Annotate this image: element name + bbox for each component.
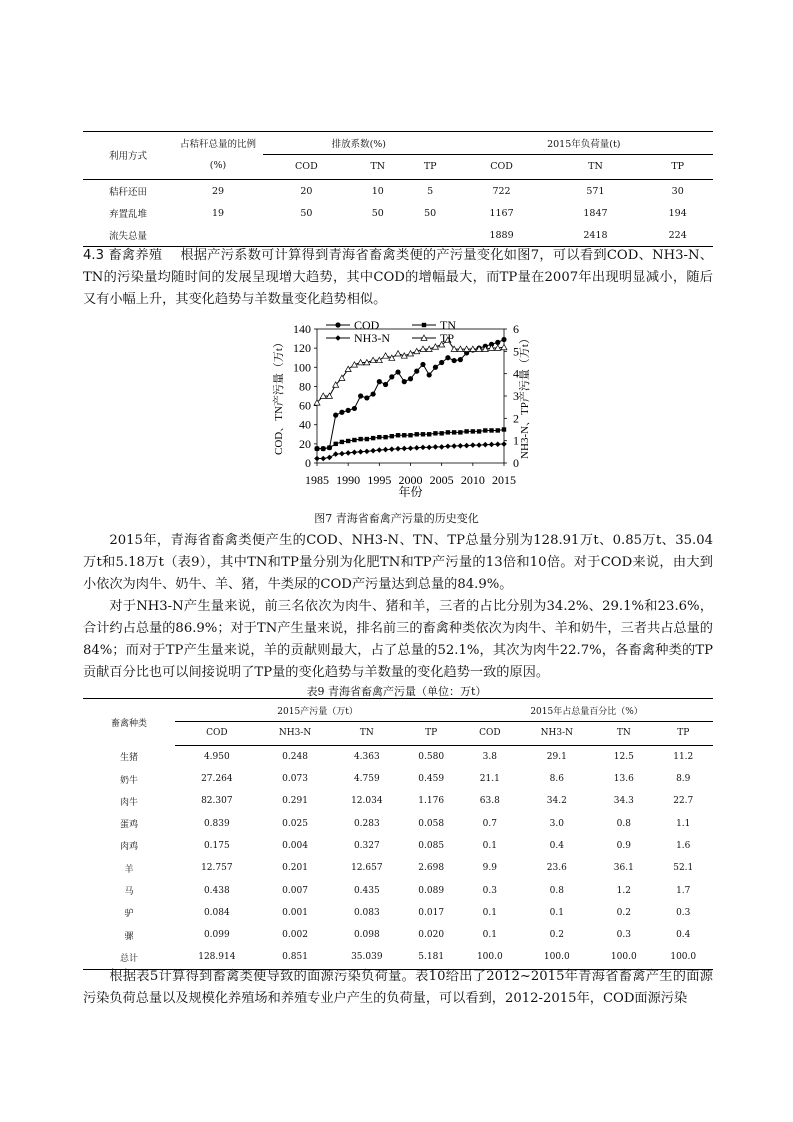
data-point-cod	[352, 406, 357, 411]
body-paragraphs	[83, 530, 713, 684]
data-point-tn	[358, 437, 362, 441]
header-load: 2015年负荷量(t)	[455, 132, 713, 155]
x-tick-label: 2010	[460, 473, 485, 487]
table-cell: 0.073	[282, 774, 308, 785]
table-cell: 1.1	[676, 818, 691, 829]
x-tick-label: 1990	[336, 473, 361, 487]
pollution-line-chart	[262, 317, 532, 502]
data-point-nh3-n	[495, 441, 501, 447]
table-cell: 11.2	[673, 751, 694, 762]
y-left-tick-label: 0	[305, 456, 311, 470]
paragraph: 2015年，青海省畜禽类便产生的COD、NH3-N、TN、TP总量分别为128.91万t、0.85万t、35.04万t和5.18万t（表9），其中TN和TP量分别为化肥TN和TP产污量的13倍和10倍。对于COD来说，由大到小依次为肉牛、奶牛、羊、猪，牛类尿的COD产污量达到总量的84.9%。	[83, 533, 713, 592]
table-cell: 0.7	[482, 818, 497, 829]
legend-marker	[422, 323, 426, 327]
table-cell: 571	[586, 185, 605, 197]
table-cell: 肉牛	[119, 797, 138, 808]
table-row	[83, 812, 713, 834]
table-cell: 36.1	[613, 863, 634, 874]
table-cell	[263, 224, 350, 247]
table-cell	[406, 224, 455, 247]
data-point-nh3-n	[483, 442, 489, 448]
table-cell: 12.5	[613, 751, 634, 762]
data-point-cod	[383, 382, 388, 387]
table-row	[83, 202, 713, 224]
table-cell: 50	[371, 207, 384, 219]
data-point-cod	[452, 358, 457, 363]
table-cell: 马	[124, 887, 134, 898]
table-cell: 0.3	[676, 907, 691, 918]
legend-label: TP	[440, 331, 455, 345]
y-left-tick-label: 100	[293, 360, 311, 375]
table-cell: 0.248	[282, 751, 308, 762]
data-point-nh3-n	[451, 443, 457, 449]
header-ratio: 占秸秆总量的比例	[173, 132, 263, 155]
data-point-tn	[365, 437, 369, 441]
data-point-cod	[395, 369, 400, 374]
table-cell: 0.083	[353, 907, 380, 918]
table-row	[83, 902, 713, 924]
table-cell: 0.099	[203, 930, 230, 941]
table-cell: 8.9	[676, 774, 691, 785]
data-point-tp	[501, 344, 507, 349]
table-cell: 12.034	[351, 796, 383, 807]
straw-table	[83, 131, 713, 247]
table-cell: 722	[492, 185, 511, 197]
y-left-tick-label: 140	[293, 322, 311, 336]
table-row	[83, 768, 713, 790]
header-col: TP	[402, 722, 460, 745]
data-point-tn	[390, 434, 394, 438]
paragraph: 对于NH3-N产生量来说，前三名依次为肉牛、猪和羊，三者的占比分别为34.2%、29.1%和23.6%，合计约占总量的86.9%；对于TN产生量来说，排名前三的畜禽种类依次为肉牛、羊和奶牛，三者共占总量的84%；而对于TP产生量来说，羊的贡献则最大，占了总量的52.1%，其次为肉牛22.7%，各畜禽种类的TP贡献百分比也可以间接说明了TP量的变化趋势与羊数量的变化趋势一致的原因。	[83, 599, 713, 680]
data-point-cod	[420, 362, 425, 367]
table-cell: 0.283	[353, 818, 380, 829]
data-point-cod	[339, 410, 344, 415]
data-point-nh3-n	[327, 455, 333, 461]
data-point-cod	[445, 355, 450, 360]
y-right-tick-label: 6	[513, 322, 519, 336]
table-cell: 0.007	[282, 885, 308, 896]
table-cell: 20	[300, 185, 313, 197]
table-cell: 10	[371, 185, 384, 197]
table-cell: 50	[300, 207, 313, 219]
data-point-nh3-n	[464, 443, 470, 449]
table-cell: 0.004	[282, 840, 308, 851]
table-cell: 0.2	[616, 907, 631, 918]
header-ratio-unit: (%)	[209, 160, 227, 172]
table-cell: 0.3	[616, 930, 631, 941]
table-cell: 5.181	[402, 946, 460, 969]
legend-marker	[335, 322, 340, 327]
data-point-tn	[408, 433, 412, 437]
data-point-nh3-n	[358, 449, 364, 455]
header-group1: 2015产污量（万t）	[175, 699, 460, 722]
table-cell: 8.6	[549, 774, 564, 785]
data-point-nh3-n	[339, 451, 345, 457]
table-cell: 2418	[549, 224, 643, 247]
data-point-nh3-n	[445, 443, 451, 449]
table-cell: 50	[424, 207, 437, 219]
data-point-nh3-n	[408, 445, 414, 451]
table-cell: 3.8	[482, 751, 497, 762]
table-cell: 0.3	[482, 885, 497, 896]
data-point-cod	[358, 393, 363, 398]
header-col: TP	[654, 722, 714, 745]
data-point-tp	[395, 351, 401, 356]
header-col: COD	[175, 722, 259, 745]
data-point-tn	[502, 427, 506, 431]
header-col: COD	[460, 722, 519, 745]
table-cell: 34.2	[546, 796, 567, 807]
table-cell: 9.9	[482, 863, 497, 874]
table-cell: 21.1	[479, 774, 500, 785]
table-cell: 0.002	[282, 930, 308, 941]
closing-paragraph	[83, 966, 713, 1010]
figure-caption: 图7 青海省畜禽产污量的历史变化	[314, 512, 479, 525]
table-cell: 0.580	[418, 751, 445, 762]
data-point-cod	[458, 357, 463, 362]
table-row	[83, 224, 713, 247]
data-point-cod	[377, 379, 382, 384]
data-point-nh3-n	[314, 456, 320, 462]
data-point-nh3-n	[470, 442, 476, 448]
data-point-nh3-n	[320, 456, 326, 462]
x-tick-label: 1985	[305, 473, 329, 487]
data-point-tn	[452, 430, 456, 434]
table-cell: 羊	[124, 864, 134, 875]
table-cell	[173, 224, 263, 247]
table-cell: 0.025	[282, 818, 308, 829]
header-col: NH3-N	[520, 722, 595, 745]
table-cell: 0.4	[549, 840, 564, 851]
data-point-tn	[471, 429, 475, 433]
header-emission: 排放系数(%)	[263, 132, 455, 155]
data-point-nh3-n	[489, 442, 495, 448]
table-cell: 63.8	[479, 796, 500, 807]
data-point-tn	[402, 433, 406, 437]
header-tn: TN	[370, 160, 386, 172]
data-point-nh3-n	[476, 442, 482, 448]
data-point-nh3-n	[401, 446, 407, 452]
y-right-tick-label: 4	[513, 366, 519, 381]
data-point-cod	[501, 337, 506, 342]
table-cell: 0.201	[282, 863, 308, 874]
data-point-tn	[377, 435, 381, 439]
data-point-tn	[352, 438, 356, 442]
table-cell: 22.7	[673, 796, 694, 807]
header-species: 畜禽种类	[83, 699, 175, 746]
table-cell: 100.0	[594, 946, 653, 969]
table-cell: 0.435	[353, 885, 380, 896]
section-text: 根据产污系数可计算得到青海省畜禽类便的产污量变化如图7，可以看到COD、NH3-N、TN的污染量均随时间的发展呈现增大趋势，其中COD的增幅最大，而TP量在2007年出现明显减小，随后又有小幅上升，其变化趋势与羊数量变化趋势相似。	[83, 248, 713, 307]
data-point-tn	[396, 433, 400, 437]
table-cell: 1.7	[676, 885, 691, 896]
data-point-tn	[334, 442, 338, 446]
data-point-nh3-n	[439, 444, 445, 450]
table-cell: 5	[427, 185, 434, 197]
data-point-tn	[446, 430, 450, 434]
y-left-axis-label: COD、TN产污量（万t）	[273, 337, 285, 455]
table-row	[83, 879, 713, 901]
data-point-nh3-n	[377, 447, 383, 453]
section-paragraph	[83, 245, 713, 311]
table-cell: 82.307	[201, 796, 233, 807]
header-group2: 2015年占总量百分比（%）	[460, 699, 713, 722]
data-point-cod	[495, 340, 500, 345]
table-cell: 0.291	[282, 796, 308, 807]
table-cell: 0.017	[418, 907, 445, 918]
table-cell: 流失总量	[83, 224, 173, 247]
table-cell: 12.757	[201, 863, 233, 874]
y-left-tick-label: 40	[299, 417, 311, 432]
data-point-nh3-n	[501, 441, 507, 447]
header-tn: TN	[588, 160, 603, 172]
y-left-tick-label: 60	[299, 398, 311, 413]
table-cell: 0.8	[549, 885, 564, 896]
table-cell: 224	[642, 224, 713, 247]
table-cell: 0.8	[616, 818, 631, 829]
table-cell: 13.6	[613, 774, 634, 785]
data-point-nh3-n	[333, 451, 339, 457]
header-tp: TP	[671, 160, 685, 172]
x-tick-label: 2005	[429, 473, 454, 487]
y-left-tick-label: 80	[299, 379, 311, 394]
data-point-cod	[408, 376, 413, 381]
table-cell: 生猪	[119, 752, 138, 763]
table-cell: 29	[211, 185, 225, 197]
x-tick-label: 1995	[367, 473, 392, 487]
table-cell: 23.6	[546, 863, 567, 874]
table-cell: 0.175	[203, 840, 230, 851]
data-point-cod	[346, 408, 351, 413]
table-cell: 1.2	[616, 885, 631, 896]
table-cell: 0.4	[676, 930, 691, 941]
table-cell: 4.363	[353, 751, 380, 762]
data-point-tn	[346, 439, 350, 443]
table-cell: 0.001	[282, 907, 308, 918]
table-row	[83, 924, 713, 946]
table-cell: 驴	[124, 909, 134, 920]
table-cell: 弃置乱堆	[108, 209, 147, 220]
data-point-nh3-n	[458, 443, 464, 449]
table-cell: 100.0	[460, 946, 519, 969]
table-cell: 128.914	[175, 946, 259, 969]
header-tp: TP	[423, 160, 437, 172]
x-axis-label: 年份	[398, 485, 423, 499]
table-row	[83, 790, 713, 812]
y-left-tick-label: 20	[299, 436, 311, 451]
table-cell: 1847	[583, 207, 608, 219]
table-cell: 0.851	[259, 946, 332, 969]
data-point-tn	[340, 440, 344, 444]
data-point-nh3-n	[395, 446, 401, 452]
table-cell: 0.1	[482, 907, 497, 918]
table-cell: 3.0	[549, 818, 564, 829]
table-cell: 19	[211, 207, 225, 219]
table-row	[83, 835, 713, 857]
data-point-cod	[333, 413, 338, 418]
data-point-tn	[439, 431, 443, 435]
data-point-tn	[483, 428, 487, 432]
table-cell: 肉鸡	[119, 842, 138, 853]
table-cell	[350, 224, 406, 247]
data-point-tn	[421, 432, 425, 436]
table-cell: 52.1	[673, 863, 694, 874]
y-right-tick-label: 5	[513, 344, 519, 359]
data-point-nh3-n	[414, 445, 420, 451]
legend-label: NH3-N	[354, 331, 390, 345]
data-point-tn	[327, 445, 331, 449]
y-left-tick-label: 120	[293, 341, 311, 356]
table-cell: 194	[668, 207, 687, 219]
data-point-tn	[477, 429, 481, 433]
table-cell: 0.459	[418, 774, 445, 785]
data-point-cod	[402, 379, 407, 384]
data-point-tn	[321, 446, 325, 450]
data-point-nh3-n	[420, 445, 426, 451]
data-point-cod	[371, 391, 376, 396]
legend-label: COD	[354, 318, 380, 332]
data-point-nh3-n	[383, 447, 389, 453]
paragraph: 根据表5计算得到畜禽类便导致的面源污染负荷量。表10给出了2012~2015年青海省畜禽产生的面源污染负荷总量以及规模化养殖场和养殖专业户产生的负荷量，可以看到，2012-2015年，COD面源污染	[83, 969, 713, 1006]
data-point-tn	[315, 446, 319, 450]
table-cell: 奶牛	[119, 775, 138, 786]
table9-title: 表9 青海省畜禽产污量（单位：万t）	[306, 685, 487, 698]
table-cell: 34.3	[613, 796, 634, 807]
data-point-nh3-n	[345, 450, 351, 456]
data-point-nh3-n	[364, 449, 370, 455]
table-row	[83, 857, 713, 879]
table-cell: 0.9	[616, 840, 631, 851]
table-cell: 0.089	[418, 885, 445, 896]
table-cell: 0.020	[418, 930, 445, 941]
data-point-tn	[489, 428, 493, 432]
table-cell: 1889	[455, 224, 549, 247]
table-cell: 4.950	[203, 751, 230, 762]
table-cell: 秸秆还田	[108, 187, 147, 198]
table-cell: 0.438	[203, 885, 230, 896]
data-point-tn	[415, 432, 419, 436]
data-point-cod	[427, 372, 432, 377]
table-cell: 0.084	[203, 907, 230, 918]
table-cell: 0.1	[549, 907, 564, 918]
table-cell: 0.1	[482, 840, 497, 851]
legend-marker	[335, 335, 341, 341]
data-point-nh3-n	[389, 446, 395, 452]
table-cell: 0.2	[549, 930, 564, 941]
data-point-nh3-n	[426, 445, 432, 451]
data-point-tn	[383, 435, 387, 439]
data-point-tn	[464, 429, 468, 433]
table-cell: 0.839	[203, 818, 230, 829]
y-right-tick-label: 1	[513, 433, 519, 448]
legend-label: TN	[440, 318, 456, 332]
data-point-nh3-n	[433, 444, 439, 450]
table-cell: 12.657	[351, 863, 383, 874]
table-row	[83, 180, 713, 203]
table-cell: 27.264	[201, 774, 233, 785]
table-cell: 0.098	[353, 930, 380, 941]
data-point-cod	[433, 365, 438, 370]
data-point-nh3-n	[352, 449, 358, 455]
table-cell: 骡	[124, 931, 134, 942]
table9	[83, 698, 713, 970]
table-cell: 0.085	[418, 840, 445, 851]
header-usage: 利用方式	[83, 132, 173, 178]
data-point-cod	[414, 369, 419, 374]
table-cell: 1.176	[418, 796, 445, 807]
table-cell: 29.1	[546, 751, 567, 762]
data-point-tn	[427, 432, 431, 436]
y-right-axis-label: NH3-N、TP产污量（万t）	[519, 333, 531, 459]
data-point-tn	[496, 428, 500, 432]
data-point-cod	[389, 374, 394, 379]
y-right-tick-label: 3	[513, 389, 519, 403]
table-cell: 4.759	[353, 774, 380, 785]
data-point-nh3-n	[370, 448, 376, 454]
data-point-tp	[345, 366, 351, 371]
header-col: TN	[331, 722, 402, 745]
table-cell: 1.6	[676, 840, 691, 851]
data-point-cod	[439, 360, 444, 365]
table-cell: 总计	[83, 946, 175, 969]
table-cell: 0.1	[482, 930, 497, 941]
table-cell: 0.058	[418, 818, 445, 829]
table-cell: 0.327	[353, 840, 380, 851]
section-heading: 4.3 畜禽养殖	[83, 248, 163, 263]
header-col: TN	[594, 722, 653, 745]
data-point-tp	[383, 353, 389, 358]
y-right-tick-label: 2	[513, 411, 519, 426]
table-cell: 100.0	[654, 946, 714, 969]
table-cell: 35.039	[331, 946, 402, 969]
table-cell: 1167	[489, 207, 514, 219]
table-cell: 100.0	[520, 946, 595, 969]
header-col: NH3-N	[259, 722, 332, 745]
data-point-tn	[371, 436, 375, 440]
table-cell: 蛋鸡	[119, 820, 138, 831]
data-point-cod	[364, 395, 369, 400]
header-cod: COD	[490, 160, 513, 172]
x-tick-label: 2015	[492, 473, 516, 487]
table-cell: 30	[671, 185, 684, 197]
data-point-tn	[458, 430, 462, 434]
y-right-tick-label: 0	[513, 456, 519, 470]
table-cell: 2.698	[418, 863, 445, 874]
x-tick-label: 2000	[398, 473, 423, 487]
header-cod: COD	[295, 160, 318, 172]
table-row	[83, 745, 713, 768]
data-point-tn	[433, 431, 437, 435]
